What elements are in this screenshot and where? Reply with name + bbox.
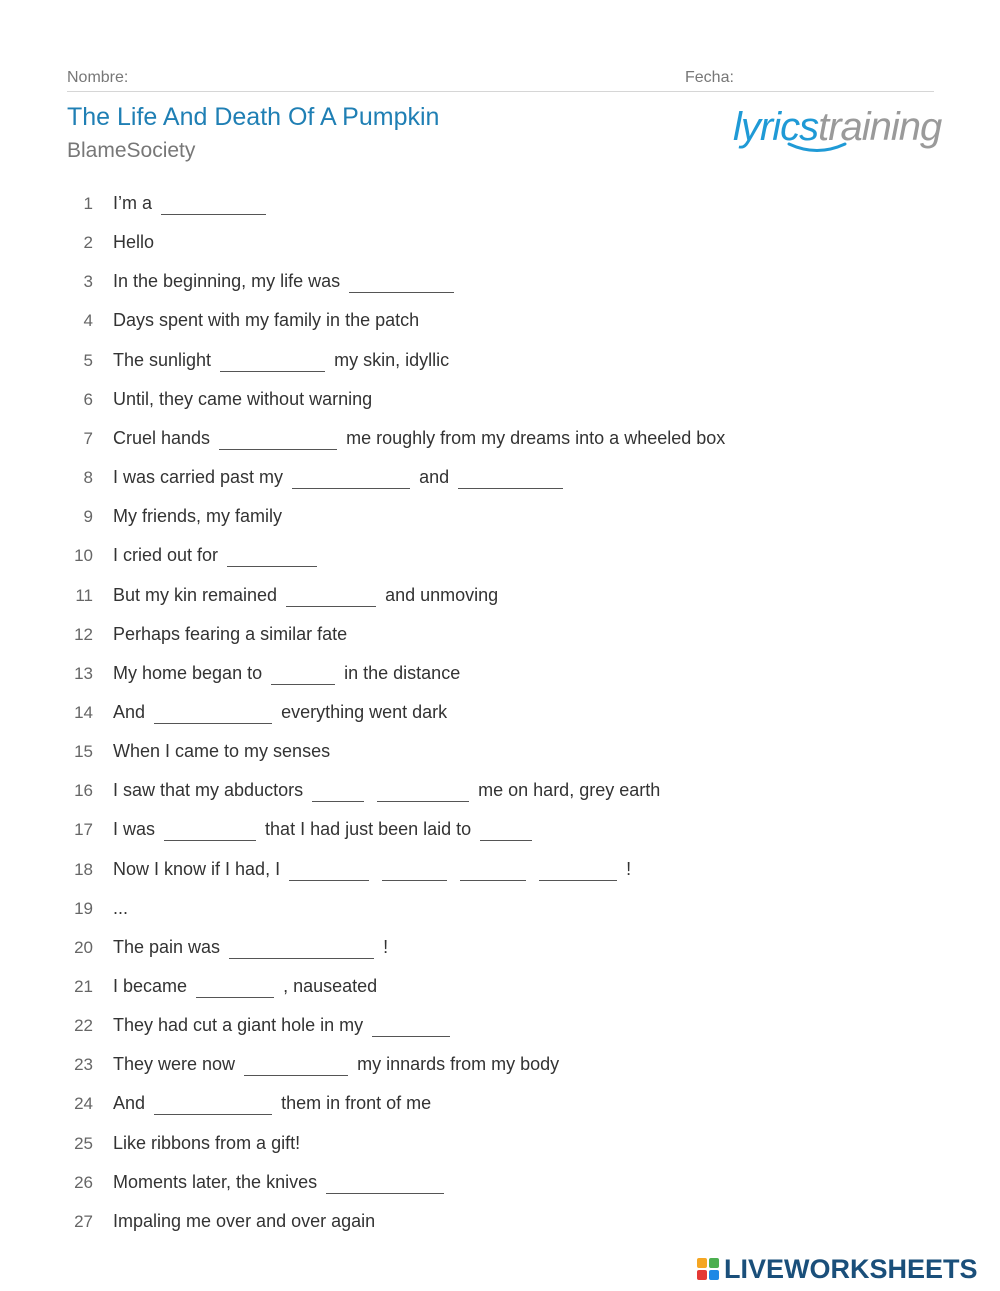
answer-blank[interactable] (326, 1173, 444, 1194)
lyric-text: and (419, 467, 450, 487)
lyric-text: that I had just been laid to (265, 819, 472, 839)
lyric-text: I saw that my abductors (113, 780, 304, 800)
lyric-text: They were now (113, 1054, 236, 1074)
lyric-line (67, 658, 460, 688)
date-label: Fecha: (685, 69, 734, 86)
line-number: 9 (83, 507, 93, 526)
lyric-text: When I came to my senses (113, 741, 331, 761)
answer-blank[interactable] (312, 781, 364, 802)
lyric-line (67, 854, 631, 884)
line-number: 21 (74, 977, 93, 996)
line-number: 24 (74, 1094, 93, 1113)
lyric-text: me roughly from my dreams into a wheeled box (346, 428, 726, 448)
lyric-line (67, 1167, 448, 1197)
answer-blank[interactable] (286, 586, 376, 607)
lyric-text: ! (383, 937, 389, 957)
lyric-line (67, 345, 449, 375)
lyric-line (67, 736, 330, 766)
answer-blank[interactable] (219, 429, 337, 450)
lyric-text: I was (113, 819, 156, 839)
lyric-line (67, 932, 388, 962)
lyric-text: my innards from my body (357, 1054, 560, 1074)
lyric-line (67, 697, 447, 727)
line-number: 19 (74, 899, 93, 918)
answer-blank[interactable] (372, 1016, 450, 1037)
line-number: 7 (83, 429, 93, 448)
lyric-text: , nauseated (283, 976, 378, 996)
answer-blank[interactable] (220, 351, 325, 372)
line-number: 12 (74, 625, 93, 644)
line-number: 27 (74, 1212, 93, 1231)
answer-blank[interactable] (382, 860, 447, 881)
lyric-line (67, 462, 567, 492)
lyric-text: I’m a (113, 193, 153, 213)
lyric-text: But my kin remained (113, 585, 278, 605)
answer-blank[interactable] (480, 820, 532, 841)
answer-blank[interactable] (539, 860, 617, 881)
lyric-text: Until, they came without warning (113, 389, 373, 409)
lyric-line (67, 971, 377, 1001)
line-number: 25 (74, 1134, 93, 1153)
answer-blank[interactable] (289, 860, 369, 881)
answer-blank[interactable] (349, 272, 454, 293)
lyric-line (67, 423, 725, 453)
lyric-text: Like ribbons from a gift! (113, 1133, 301, 1153)
lyric-line (67, 501, 282, 531)
line-number: 18 (74, 860, 93, 879)
logo-part2: training (818, 105, 942, 149)
lyric-text: And (113, 702, 146, 722)
answer-blank[interactable] (292, 468, 410, 489)
line-number: 2 (83, 233, 93, 252)
lyric-text: In the beginning, my life was (113, 271, 341, 291)
line-number: 20 (74, 938, 93, 957)
lyric-text: Now I know if I had, I (113, 859, 281, 879)
answer-blank[interactable] (460, 860, 526, 881)
line-number: 5 (83, 351, 93, 370)
lyric-text: Impaling me over and over again (113, 1211, 376, 1231)
lyric-text: The sunlight (113, 350, 212, 370)
answer-blank[interactable] (196, 977, 274, 998)
lyric-line (67, 619, 347, 649)
answer-blank[interactable] (227, 546, 317, 567)
lyric-text: My friends, my family (113, 506, 283, 526)
line-number: 15 (74, 742, 93, 761)
lyric-line (67, 305, 419, 335)
lyric-line (67, 1049, 559, 1079)
lyric-line (67, 540, 321, 570)
song-title: The Life And Death Of A Pumpkin (67, 103, 440, 131)
answer-blank[interactable] (154, 1094, 272, 1115)
smile-icon (787, 141, 847, 155)
answer-blank[interactable] (154, 703, 272, 724)
line-number: 4 (83, 311, 93, 330)
line-number: 8 (83, 468, 93, 487)
lyric-text: And (113, 1093, 146, 1113)
lyric-line (67, 1010, 454, 1040)
lyric-text: Hello (113, 232, 155, 252)
line-number: 26 (74, 1173, 93, 1192)
lyric-line (67, 1206, 375, 1236)
lyric-text: ! (626, 859, 632, 879)
line-number: 10 (74, 546, 93, 565)
lyric-text: The pain was (113, 937, 221, 957)
lyric-text: my skin, idyllic (334, 350, 450, 370)
song-artist: BlameSociety (67, 139, 196, 162)
answer-blank[interactable] (377, 781, 469, 802)
lyricstraining-logo (733, 103, 942, 155)
answer-blank[interactable] (271, 664, 335, 685)
name-label: Nombre: (67, 69, 129, 86)
lyric-text: in the distance (344, 663, 461, 683)
lyric-line (67, 893, 128, 923)
line-number: 22 (74, 1016, 93, 1035)
lyric-line (67, 580, 498, 610)
answer-blank[interactable] (244, 1055, 348, 1076)
line-number: 3 (83, 272, 93, 291)
logo-part1: lyrics (733, 105, 819, 149)
answer-blank[interactable] (458, 468, 563, 489)
lyric-text: My home began to (113, 663, 263, 683)
answer-blank[interactable] (164, 820, 256, 841)
line-number: 17 (74, 820, 93, 839)
lyric-text: I cried out for (113, 545, 219, 565)
lyric-text: everything went dark (281, 702, 448, 722)
answer-blank[interactable] (161, 194, 266, 215)
lyric-line (67, 188, 270, 218)
lyric-text: They had cut a giant hole in my (113, 1015, 364, 1035)
lyric-text: Perhaps fearing a similar fate (113, 624, 348, 644)
liveworksheets-logo (697, 1255, 997, 1285)
line-number: 16 (74, 781, 93, 800)
lyric-text: I was carried past my (113, 467, 284, 487)
header-row (67, 67, 934, 92)
lyric-text: Days spent with my family in the patch (113, 310, 420, 330)
lyric-text: Cruel hands (113, 428, 211, 448)
lyric-line (67, 1088, 431, 1118)
lyric-text: them in front of me (281, 1093, 432, 1113)
blocks-icon (697, 1258, 721, 1282)
line-number: 13 (74, 664, 93, 683)
lyric-line (67, 775, 660, 805)
lyric-line (67, 1128, 300, 1158)
lyric-line (67, 384, 372, 414)
lyric-text: and unmoving (385, 585, 499, 605)
footer-brand: LIVEWORKSHEETS (724, 1254, 978, 1284)
lyric-line (67, 266, 458, 296)
lyric-text: Moments later, the knives (113, 1172, 318, 1192)
lyric-text: I became (113, 976, 188, 996)
line-number: 11 (75, 586, 93, 605)
line-number: 6 (83, 390, 93, 409)
lyric-text: ... (113, 898, 129, 918)
lyric-line (67, 227, 154, 257)
line-number: 1 (83, 194, 93, 213)
answer-blank[interactable] (229, 938, 374, 959)
lyric-text: me on hard, grey earth (478, 780, 661, 800)
lyric-line (67, 814, 536, 844)
line-number: 23 (74, 1055, 93, 1074)
line-number: 14 (74, 703, 93, 722)
